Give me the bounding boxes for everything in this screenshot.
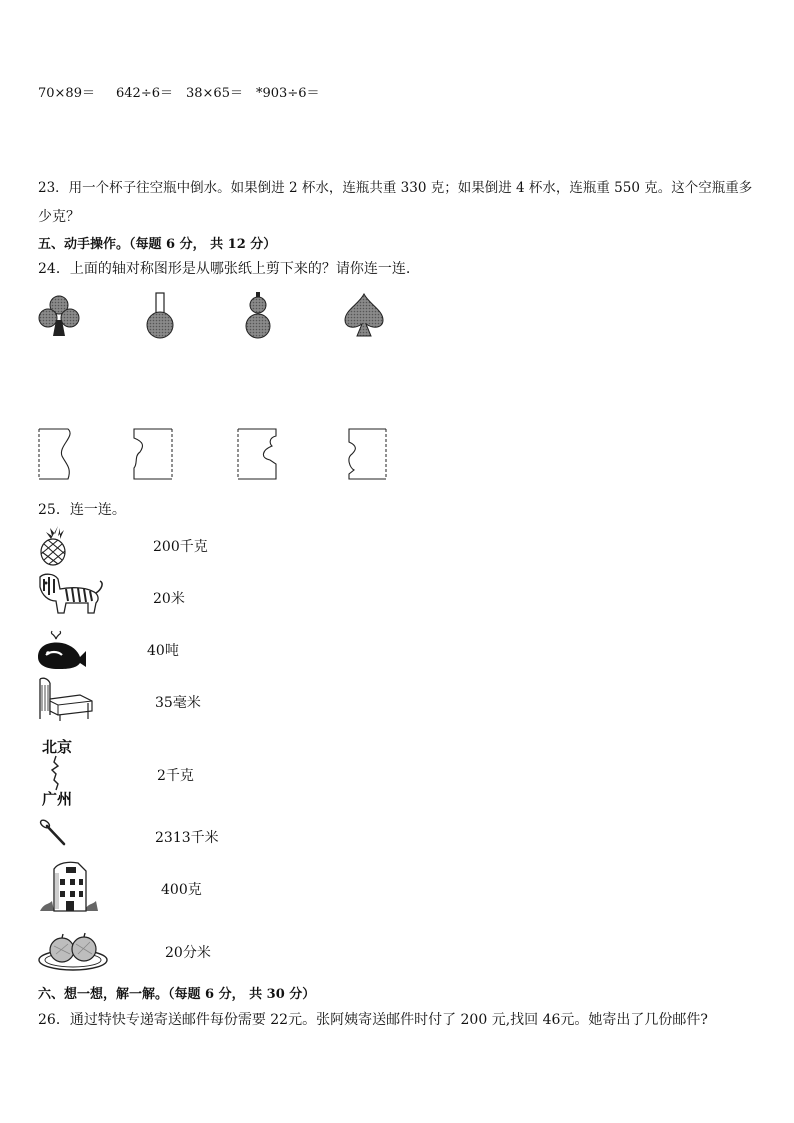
unit-label-5: 2千克 [157,768,194,784]
bed-icon [36,675,94,721]
calc-4: *903÷6＝ [256,86,320,101]
tiger-icon [36,571,104,617]
unit-label-2: 20米 [153,591,185,607]
spade-shape-icon [341,292,387,338]
unit-label-7: 400克 [161,882,202,898]
apples-plate-icon [36,926,110,974]
club-shape-icon [36,292,82,338]
route-line-icon [42,756,72,790]
nail-icon [38,818,68,848]
unit-label-1: 200千克 [153,539,208,555]
section6-title: 六、想一想，解一解。（每题 6 分， 共 30 分） [38,987,316,1002]
building-icon [38,857,100,913]
map-label-guangzhou: 广州 [42,790,73,808]
gourd-shape-icon [243,292,273,340]
map-label-beijing: 北京 [42,738,73,756]
calc-3: 38×65＝ [186,86,243,101]
paper-fold-2 [130,428,174,480]
calc-2: 642÷6＝ [116,86,173,101]
q23-line2: 少克？ [38,209,80,225]
unit-label-4: 35毫米 [155,695,201,711]
q25-text: 25．连一连。 [38,502,126,518]
q24-text: 24．上面的轴对称图形是从哪张纸上剪下来的？请你连一连. [38,261,411,277]
section5-title: 五、动手操作。（每题 6 分， 共 12 分） [38,237,277,252]
q23-line1: 23．用一个杯子往空瓶中倒水。如果倒进 2 杯水，连瓶共重 330 克；如果倒进 4 杯水，连瓶重 550 克。这个空瓶重多 [38,180,753,196]
paper-fold-1 [38,428,78,480]
paper-fold-4 [344,428,388,480]
pineapple-icon [36,524,76,566]
unit-label-6: 2313千米 [155,830,219,846]
mirror-shape-icon [140,292,180,340]
unit-label-8: 20分米 [165,945,211,961]
q26-text: 26．通过特快专递寄送邮件每份需要 22元。张阿姨寄送邮件时付了 200 元,找回 46元。她寄出了几份邮件? [38,1012,708,1028]
unit-label-3: 40吨 [147,643,179,659]
paper-fold-3 [236,428,280,480]
whale-icon [36,629,88,671]
calc-1: 70×89＝ [38,86,95,101]
